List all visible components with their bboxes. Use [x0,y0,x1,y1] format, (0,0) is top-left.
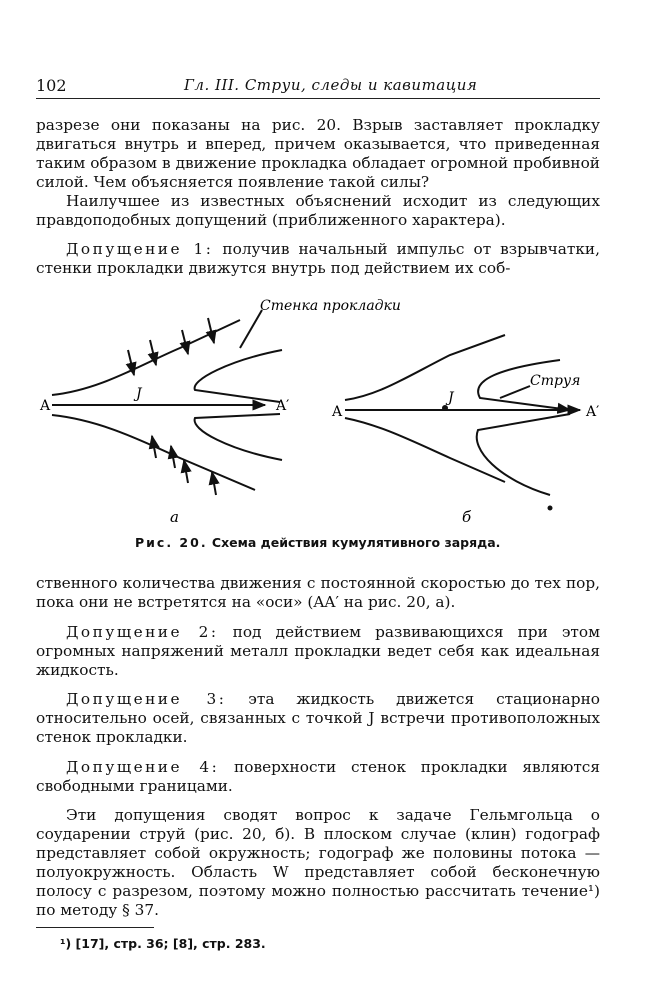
assumption-4-label: Допущение 4: [66,758,220,776]
wall-upper-inner [195,350,282,402]
wall-label-leader [240,310,262,348]
assumption-1-text: получив начальный импульс от взрывчатки, стенки прокладки движутся внутрь под действием их соб- [36,240,600,277]
assumption-2-text: под действием развивающихся при этом огромных напряжений металл прокладки ведет себя как идеальная жидкость. [36,623,600,679]
paragraph-assumption-2 [36,623,600,680]
assumption-4-text: поверхности стенок прокладки являются свободными границами. [36,758,601,795]
caption-label: Рис. 20. [135,535,208,550]
streamline-upper-outer [345,335,505,400]
assumption-1-label: Допущение 1: [66,240,214,258]
point-mark [548,506,553,511]
label-J: J [136,386,142,402]
assumption-3-text: эта жидкость движется стационарно относительно осей, связанных с точкой J встречи противоположных стенок прокладки. [36,690,600,746]
label-A: A [40,398,51,414]
force-arrow [171,446,175,468]
streamline-lower-inner [477,414,570,495]
paragraph-assumption-1 [36,240,600,278]
label-A-b: A [332,404,343,420]
assumption-2-label: Допущение 2: [66,623,219,641]
paragraph-assumption-3 [36,690,600,747]
assumption-3-label: Допущение 3: [66,690,227,708]
label-wall: Стенка прокладки [260,298,401,314]
label-J-b: J [448,390,454,406]
figure-20 [30,290,610,530]
wall-lower-outer [52,415,255,490]
running-head: Гл. III. Струи, следы и кавитация [184,76,478,94]
caption-text: Схема действия кумулятивного заряда. [207,535,501,550]
jet-label-leader [500,386,530,398]
page-number: 102 [36,76,67,95]
force-arrow [182,330,188,354]
label-jet: Струя [530,373,581,389]
paragraph-continuation: разрезе они показаны на рис. 20. Взрыв заставляет прокладку двигаться внутрь и вперед, причем оказывается, что приведенная таким образом в движение прокладка обладает огромной пробивной силой. Чем объясняется появление такой силы? [36,116,600,191]
label-A-prime: A′ [276,398,290,414]
label-A-prime-b: A′ [586,404,600,420]
footnote: ¹) [17], стр. 36; [8], стр. 283. [60,936,266,951]
force-arrow [184,460,188,483]
subfigure-a-label: а [170,508,179,526]
footnote-rule [36,927,154,928]
force-arrow [212,472,216,495]
running-header [36,74,600,99]
paragraph-assumption-4 [36,758,600,796]
paragraph-conclusion: Эти допущения сводят вопрос к задаче Гельмгольца о соударении струй (рис. 20, б). В плоском случае (клин) годограф представляет собой окружность; годограф же половины потока — полуокружность. Область W представляет собой бесконечную полосу с разрезом, поэтому можно полностью рассчитать течение¹) по методу § 37. [36,806,600,919]
force-arrow [208,318,214,343]
wall-lower-inner [195,414,282,460]
paragraph-explanation: Наилучшее из известных объяснений исходит из следующих правдоподобных допущений (приближенного характера). [36,192,600,229]
paragraph-continuation-2: ственного количества движения с постоянной скоростью до тех пор, пока они не встретятся на «оси» (AA′ на рис. 20, a). [36,574,600,611]
figure-caption [135,535,500,550]
subfigure-b-label: б [462,508,472,526]
